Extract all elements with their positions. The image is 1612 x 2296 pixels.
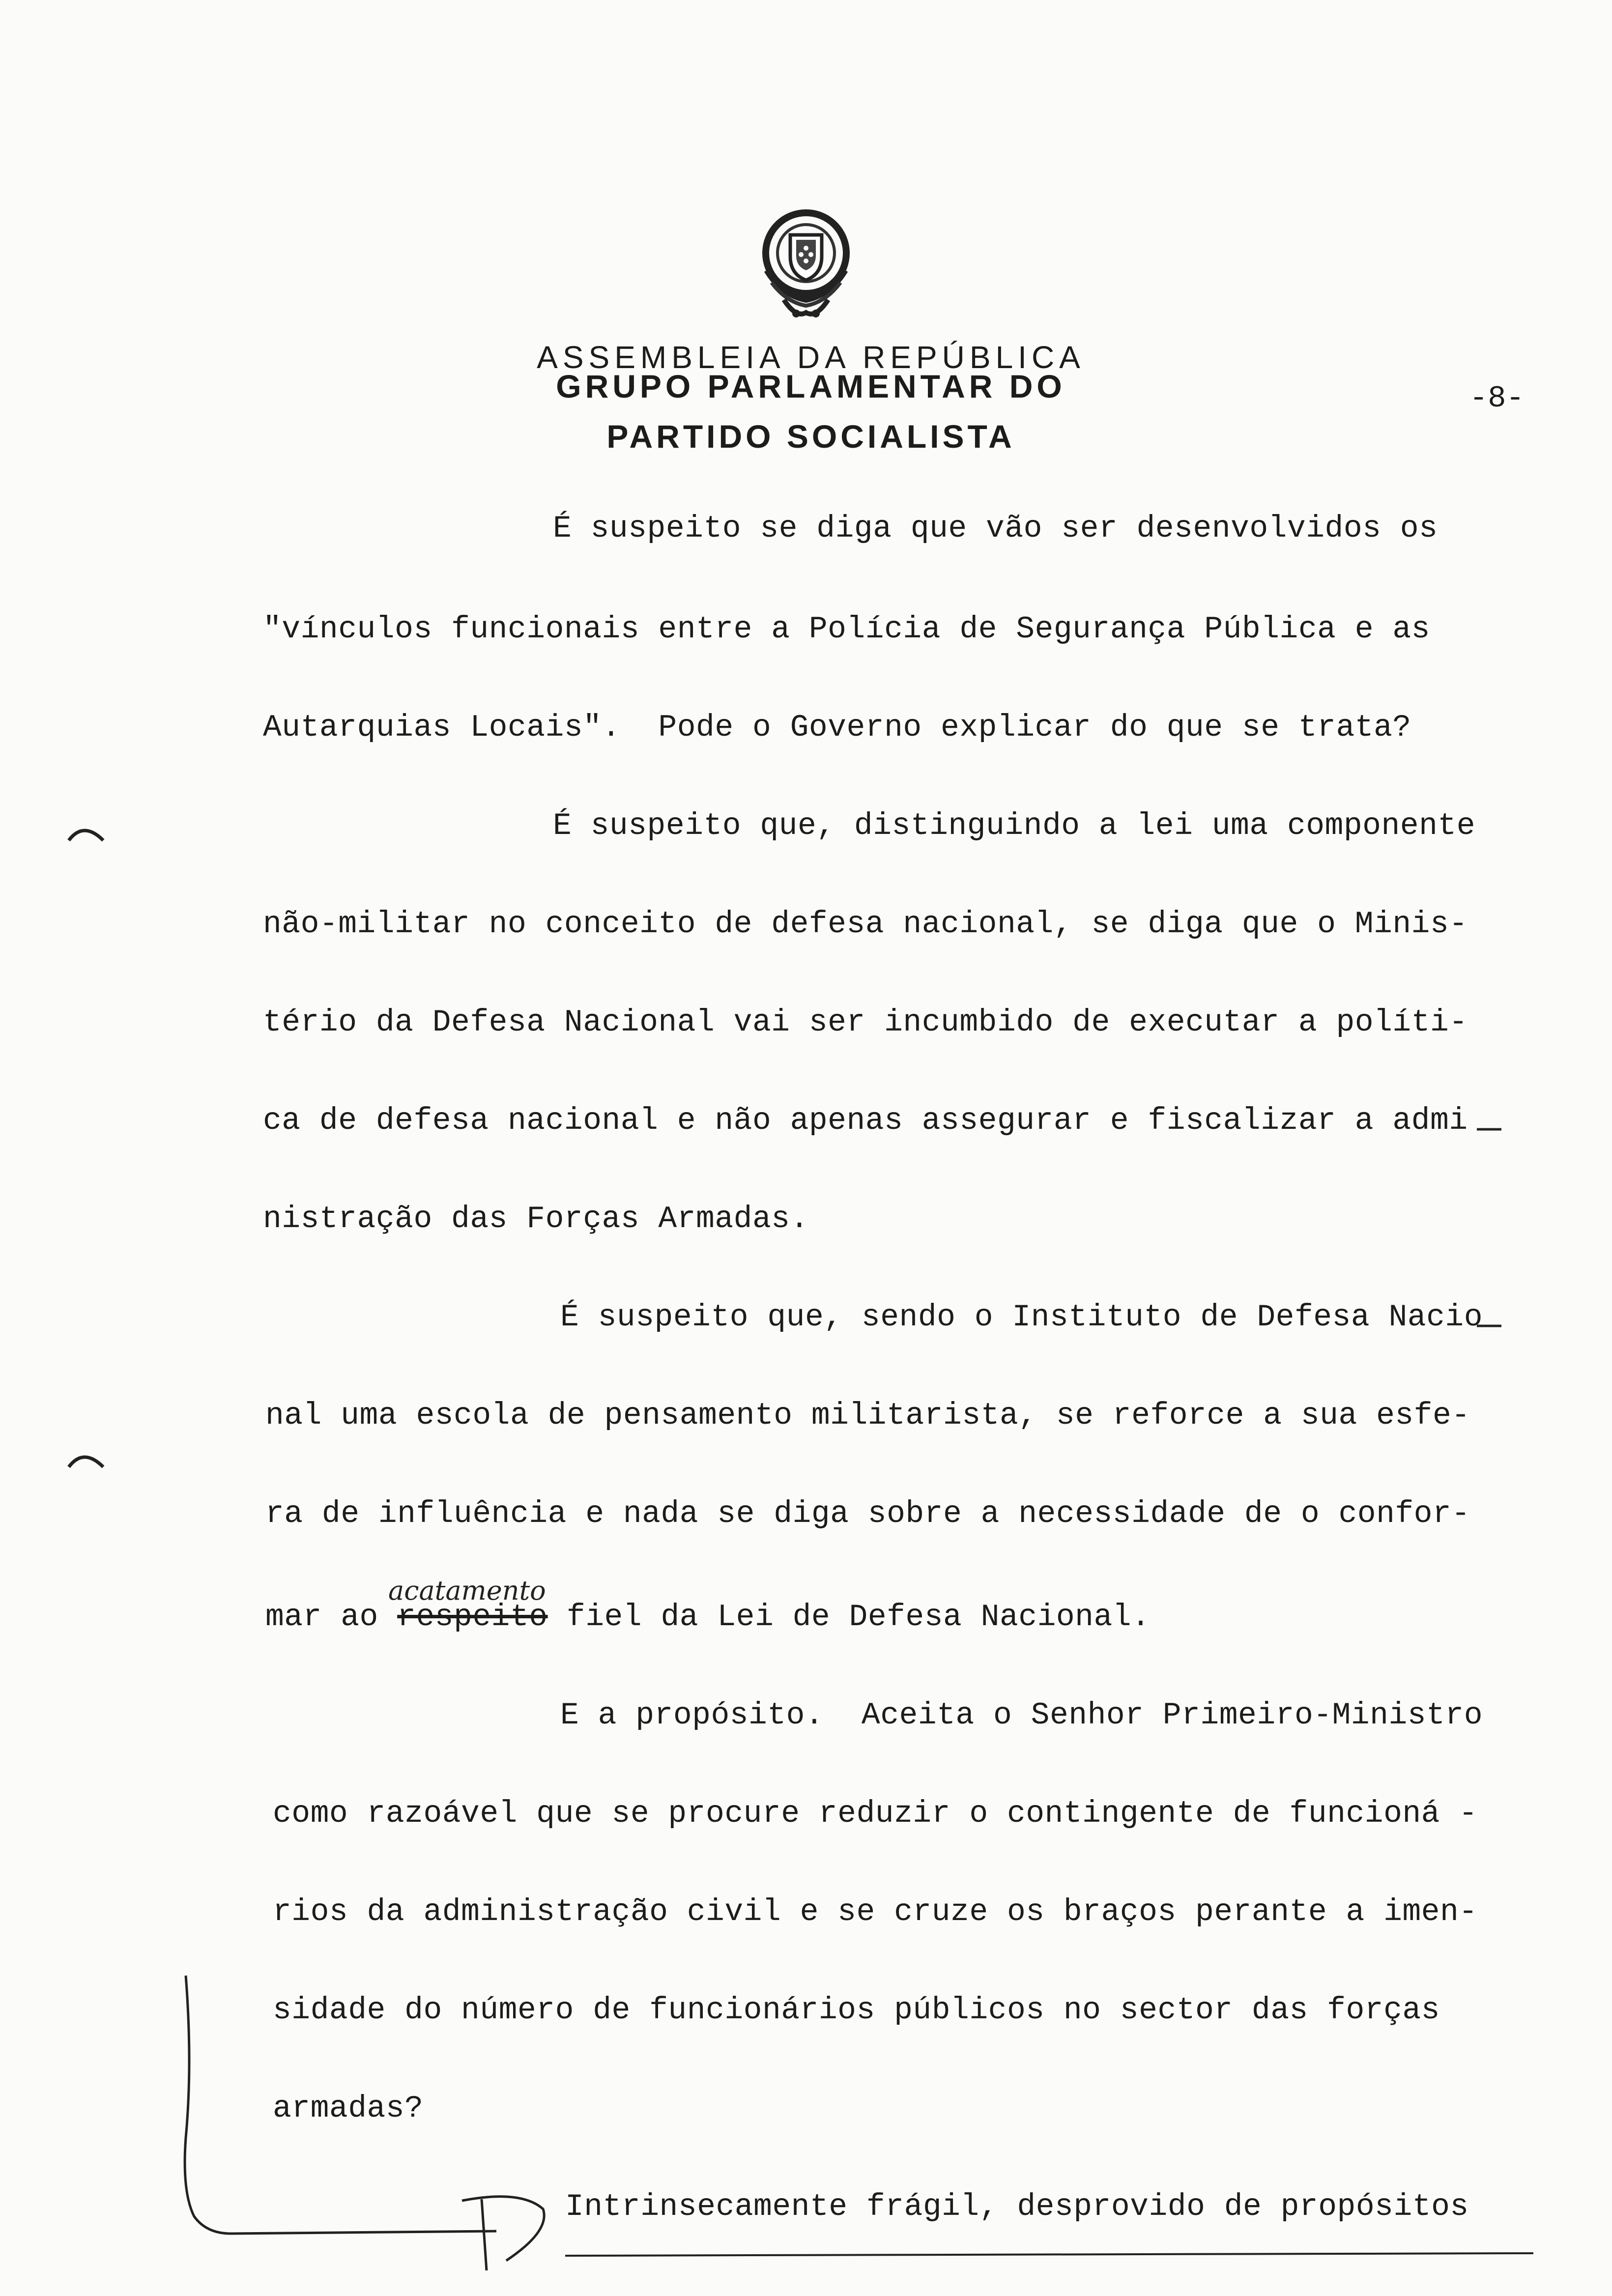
body-line: armadas? bbox=[273, 2091, 424, 2126]
page-number: -8- bbox=[1469, 381, 1525, 416]
coat-of-arms-emblem bbox=[737, 197, 875, 324]
body-line: E a propósito. Aceita o Senhor Primeiro-Ministro bbox=[560, 1698, 1483, 1733]
struck-word: respeito bbox=[397, 1600, 548, 1635]
header-party-name: PARTIDO SOCIALISTA bbox=[606, 418, 1015, 455]
body-line: rios da administração civil e se cruze os braços perante a imen- bbox=[273, 1894, 1478, 1929]
body-line: não-militar no conceito de defesa nacional, se diga que o Minis- bbox=[263, 907, 1468, 942]
body-line: sidade do número de funcionários públicos no sector das forças bbox=[273, 1993, 1440, 2028]
body-line: É suspeito se diga que vão ser desenvolvidos os bbox=[553, 511, 1438, 546]
body-line: ca de defesa nacional e não apenas assegurar e fiscalizar a admi bbox=[263, 1103, 1468, 1138]
text-underline bbox=[565, 2253, 1533, 2256]
body-line: Intrinsecamente frágil, desprovido de propósitos bbox=[565, 2189, 1469, 2224]
body-line: nistração das Forças Armadas. bbox=[263, 1202, 809, 1236]
handwritten-correction: acatamento bbox=[388, 1575, 546, 1606]
paragraph-mark bbox=[462, 2197, 544, 2270]
edited-body-line bbox=[265, 1600, 1150, 1635]
edited-line-before: mar ao bbox=[265, 1600, 398, 1635]
body-line: ra de influência e nada se diga sobre a necessidade de o confor- bbox=[265, 1496, 1470, 1531]
header-parliamentary-group: GRUPO PARLAMENTAR DO bbox=[556, 368, 1066, 404]
edited-line-after: fiel da Lei de Defesa Nacional. bbox=[547, 1600, 1151, 1635]
body-line: nal uma escola de pensamento militarista, se reforce a sua esfe- bbox=[265, 1398, 1470, 1433]
header-assembly-name: ASSEMBLEIA DA REPÚBLICA bbox=[537, 340, 1085, 375]
body-line: É suspeito que, distinguindo a lei uma componente bbox=[553, 808, 1476, 843]
body-line: como razoável que se procure reduzir o contingente de funcioná - bbox=[273, 1796, 1478, 1831]
body-line: tério da Defesa Nacional vai ser incumbido de executar a políti- bbox=[263, 1005, 1468, 1040]
body-line: "vínculos funcionais entre a Polícia de Segurança Pública e as bbox=[263, 612, 1430, 647]
margin-arc-mark bbox=[69, 1457, 103, 1467]
body-line: Autarquias Locais". Pode o Governo explicar do que se trata? bbox=[263, 710, 1411, 745]
margin-arc-mark bbox=[69, 831, 103, 840]
body-line: É suspeito que, sendo o Instituto de Defesa Nacio bbox=[560, 1300, 1483, 1335]
